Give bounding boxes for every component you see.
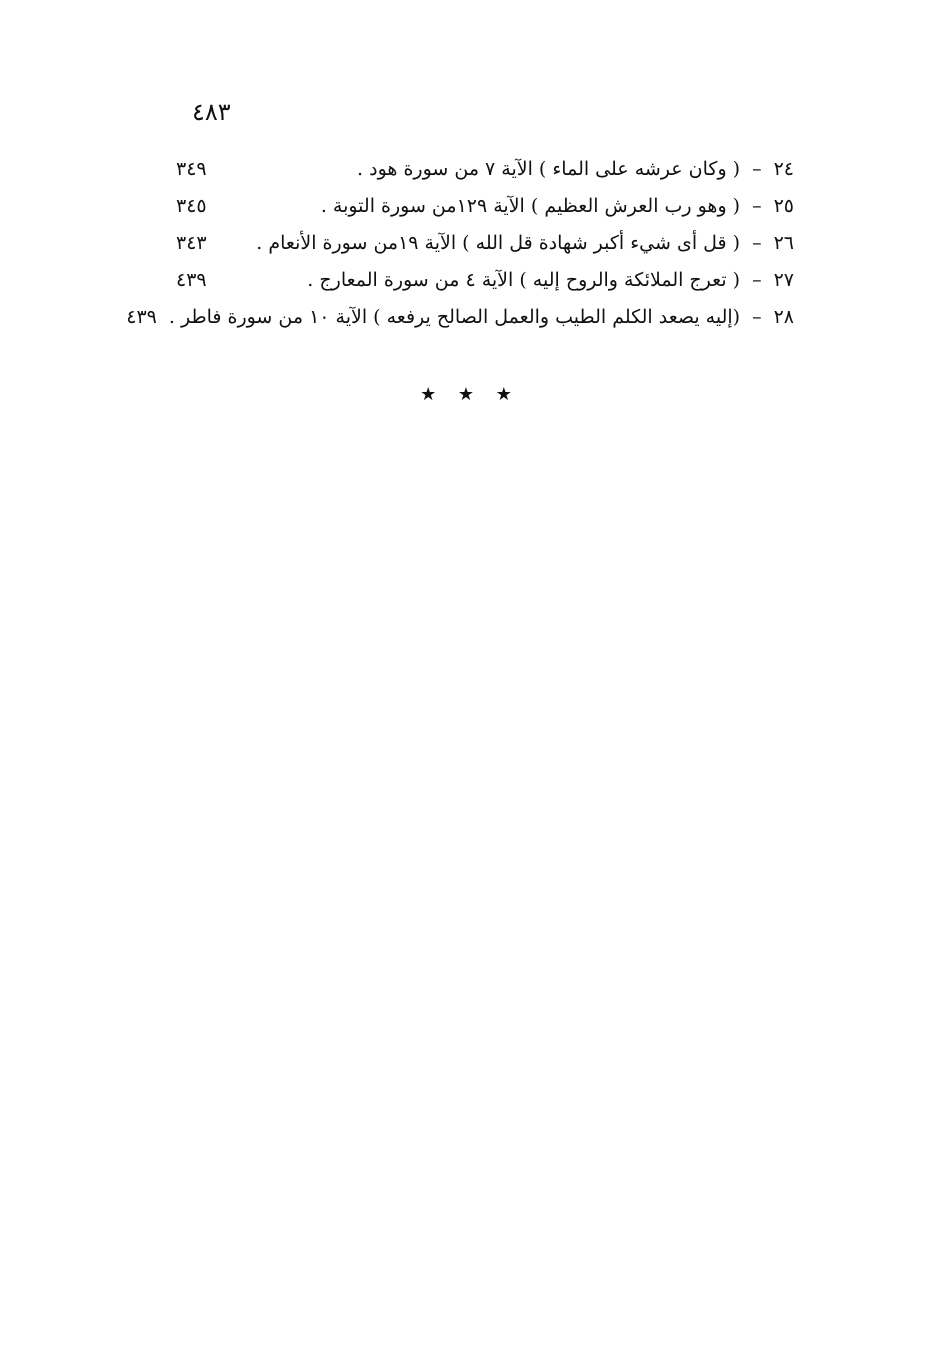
entry-number: ٢٦ [773, 232, 794, 254]
entry-text: (إليه يصعد الكلم الطيب والعمل الصالح يرفعه ) الآية ١٠ من سورة فاطر . [168, 306, 741, 328]
entry-page-ref: ٤٣٩ [126, 306, 157, 328]
entry-number: ٢٨ [773, 306, 794, 328]
entry-dash: – [752, 306, 762, 328]
entry-dash: – [752, 269, 762, 291]
list-item [176, 269, 794, 306]
entry-number: ٢٤ [773, 158, 794, 180]
section-separator: ★ ★ ★ [420, 384, 520, 405]
entry-page-ref: ٣٤٩ [176, 158, 207, 180]
verse-index-list [126, 158, 794, 343]
entry-text: ( قل أى شيء أكبر شهادة قل الله ) الآية ١٩من سورة الأنعام . [256, 232, 741, 254]
list-item [176, 232, 794, 269]
list-item [176, 158, 794, 195]
entry-page-ref: ٣٤٣ [176, 232, 207, 254]
entry-dash: – [752, 158, 762, 180]
entry-number: ٢٧ [773, 269, 794, 291]
entry-text: ( وكان عرشه على الماء ) الآية ٧ من سورة هود . [357, 158, 741, 180]
list-item [176, 195, 794, 232]
entry-text: ( تعرج الملائكة والروح إليه ) الآية ٤ من سورة المعارج . [307, 269, 741, 291]
entry-number: ٢٥ [773, 195, 794, 217]
list-item [126, 306, 794, 343]
page-number: ٤٨٣ [192, 98, 231, 126]
entry-text: ( وهو رب العرش العظيم ) الآية ١٢٩من سورة التوبة . [320, 195, 741, 217]
entry-page-ref: ٣٤٥ [176, 195, 207, 217]
entry-dash: – [752, 232, 762, 254]
entry-page-ref: ٤٣٩ [176, 269, 207, 291]
entry-dash: – [752, 195, 762, 217]
